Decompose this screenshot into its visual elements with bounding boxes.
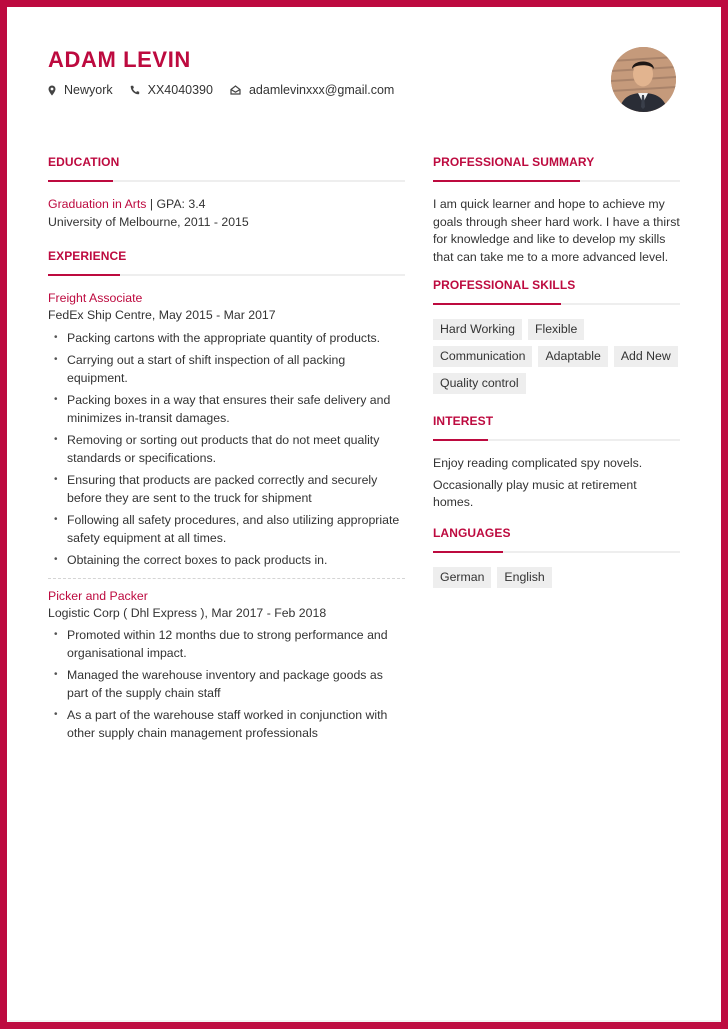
right-column bbox=[433, 155, 680, 588]
skills-tags bbox=[433, 319, 680, 394]
section-title-education: EDUCATION bbox=[48, 155, 120, 169]
envelope-icon bbox=[230, 85, 241, 95]
map-pin-icon bbox=[48, 85, 56, 96]
bullet-item: • Packing boxes in a way that ensures their safe delivery and minimizes in-transit damages. bbox=[48, 391, 405, 427]
job-company: Logistic Corp ( Dhl Express ), Mar 2017 - Feb 2018 bbox=[48, 605, 327, 620]
phone-icon bbox=[130, 85, 140, 95]
education-degree-line bbox=[48, 196, 405, 214]
language-tag[interactable]: English bbox=[497, 567, 551, 588]
section-divider bbox=[433, 439, 680, 441]
phone-text: XX4040390 bbox=[147, 83, 213, 97]
section-divider bbox=[48, 274, 405, 276]
job-entry bbox=[48, 588, 405, 743]
gpa-text: GPA: 3.4 bbox=[156, 197, 206, 211]
bullet-item: • Ensuring that products are packed correctly and securely before they are sent to the truck for shipment bbox=[48, 471, 405, 507]
interest-section bbox=[433, 414, 680, 512]
resume-page bbox=[7, 7, 721, 1022]
contact-location bbox=[48, 83, 113, 97]
resume-header bbox=[48, 47, 681, 137]
section-title-languages: LANGUAGES bbox=[433, 525, 511, 540]
section-title-experience: EXPERIENCE bbox=[48, 249, 127, 263]
degree-separator: | bbox=[149, 197, 154, 211]
education-section bbox=[48, 155, 405, 231]
interest-item: Occasionally play music at retirement homes. bbox=[433, 477, 637, 509]
profile-photo bbox=[611, 47, 676, 112]
interest-item: Enjoy reading complicated spy novels. bbox=[433, 456, 643, 470]
bullet-item: • Managed the warehouse inventory and package goods as part of the supply chain staff bbox=[48, 666, 405, 702]
left-column bbox=[48, 155, 405, 746]
skill-tag[interactable]: Communication bbox=[433, 346, 532, 367]
section-divider bbox=[433, 303, 680, 305]
section-divider bbox=[433, 180, 680, 182]
skill-tag[interactable]: Hard Working bbox=[433, 319, 522, 340]
experience-section bbox=[48, 249, 405, 742]
language-tag[interactable]: German bbox=[433, 567, 491, 588]
job-company: FedEx Ship Centre, May 2015 - Mar 2017 bbox=[48, 308, 276, 322]
contact-info bbox=[48, 83, 681, 97]
section-title-summary: PROFESSIONAL SUMMARY bbox=[433, 155, 595, 169]
summary-text: I am quick learner and hope to achieve my goals through sheer hard work. I have a thirst for knowledge and like to develop my skills that can take me to a more advanced level. bbox=[433, 197, 680, 264]
bullet-item: • Promoted within 12 months due to strong performance and organisational impact. bbox=[48, 626, 405, 662]
section-title-interest: INTEREST bbox=[433, 414, 494, 428]
bullet-item: • Removing or sorting out products that do not meet quality standards or specifications. bbox=[48, 431, 405, 467]
bullet-item: • As a part of the warehouse staff worked in conjunction with other supply chain management professionals bbox=[48, 706, 405, 742]
summary-section bbox=[433, 155, 680, 266]
skill-tag[interactable]: Flexible bbox=[528, 319, 584, 340]
email-text[interactable]: adamlevinxxx@gmail.com bbox=[248, 83, 395, 97]
location-text: Newyork bbox=[64, 83, 113, 97]
job-role: Picker and Packer bbox=[48, 588, 148, 603]
bullet-item: • Obtaining the correct boxes to pack products in. bbox=[48, 551, 405, 569]
job-role: Freight Associate bbox=[48, 291, 143, 305]
contact-email bbox=[230, 83, 394, 97]
bullet-item: • Packing cartons with the appropriate quantity of products. bbox=[48, 329, 405, 347]
section-title-skills: PROFESSIONAL SKILLS bbox=[433, 278, 576, 292]
languages-section bbox=[433, 526, 680, 588]
skills-section bbox=[433, 278, 680, 394]
add-skill-button[interactable]: Add New bbox=[614, 346, 678, 367]
bullet-item: • Carrying out a start of shift inspection of all packing equipment. bbox=[48, 351, 405, 387]
candidate-name: ADAM LEVIN bbox=[48, 47, 191, 72]
section-divider bbox=[48, 180, 405, 182]
skill-tag[interactable]: Adaptable bbox=[538, 346, 607, 367]
skill-tag[interactable]: Quality control bbox=[433, 373, 526, 394]
bullet-item: • Following all safety procedures, and also utilizing appropriate safety equipment at all times. bbox=[48, 511, 405, 547]
contact-phone bbox=[130, 83, 213, 97]
education-school: University of Melbourne, 2011 - 2015 bbox=[48, 214, 249, 229]
degree-name: Graduation in Arts bbox=[48, 197, 147, 211]
job-bullets bbox=[48, 329, 405, 569]
job-divider bbox=[48, 578, 405, 579]
job-bullets bbox=[48, 626, 405, 742]
language-tags bbox=[433, 567, 680, 588]
job-entry bbox=[48, 290, 405, 569]
section-divider bbox=[433, 551, 680, 553]
